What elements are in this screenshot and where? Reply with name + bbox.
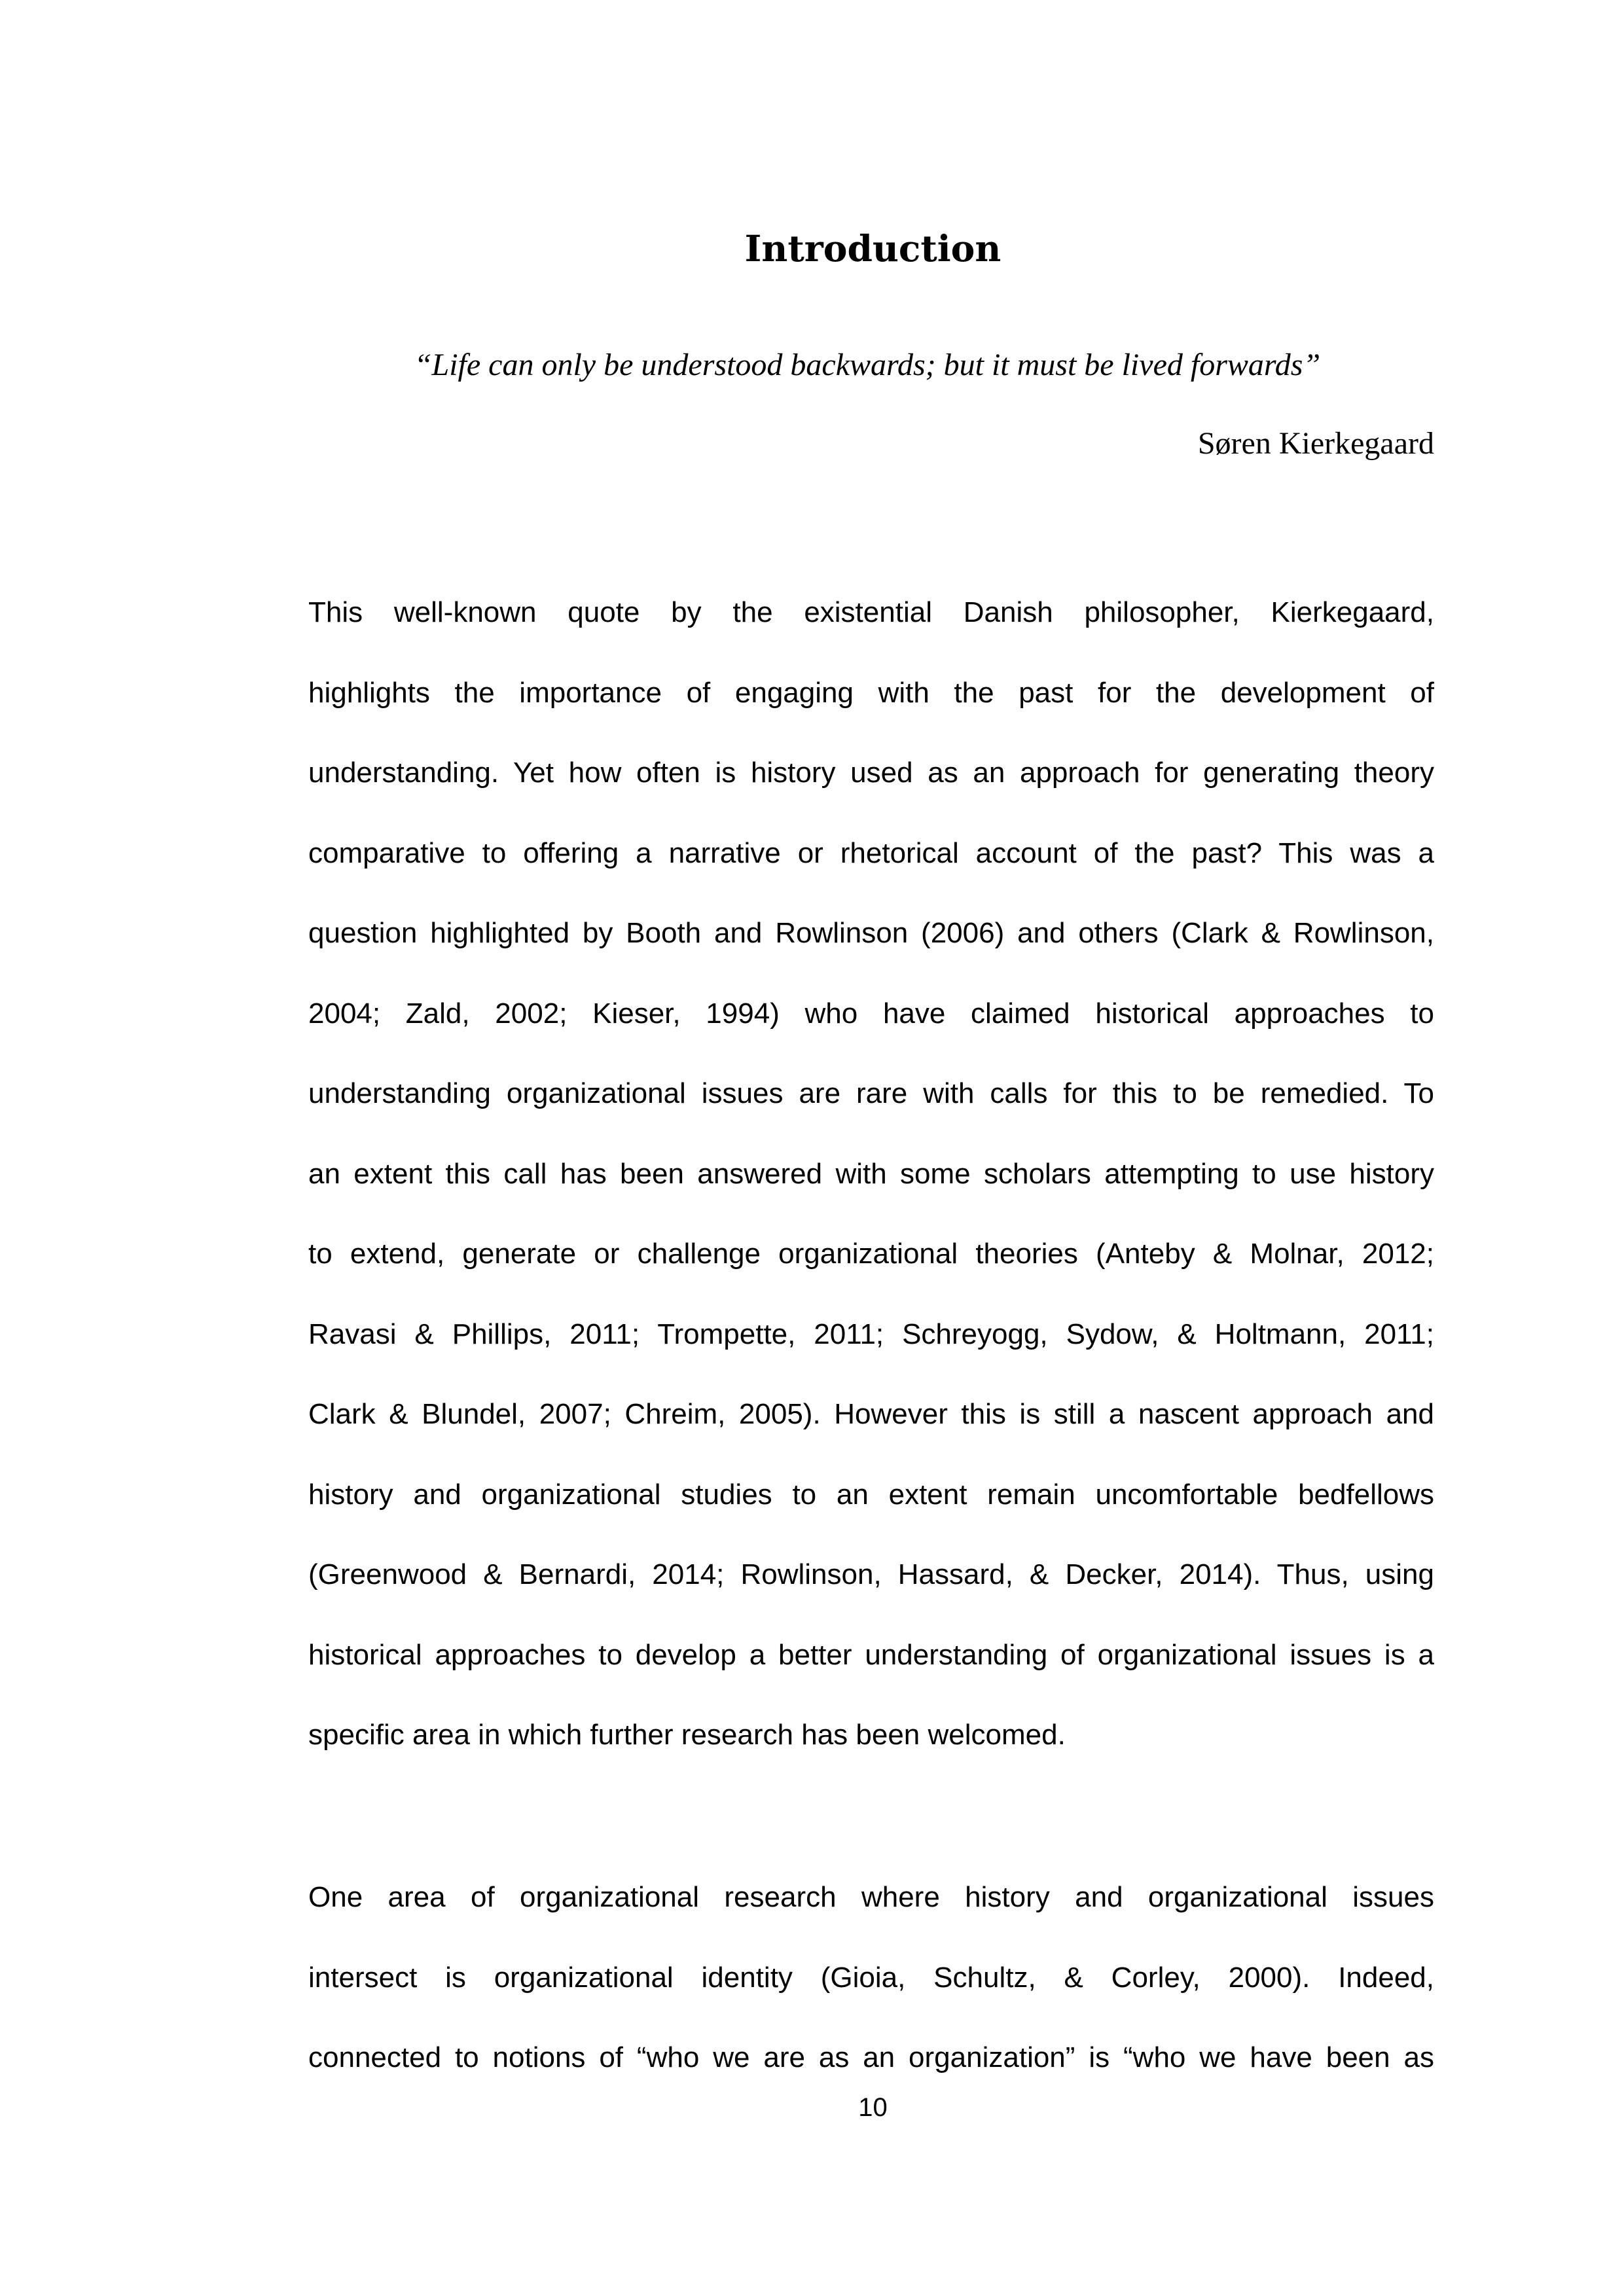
text-line: historical approaches to develop a better understanding of organizational issues is a: [308, 1638, 1434, 1671]
body-paragraph-1: [308, 573, 1434, 1776]
text-line: to extend, generate or challenge organizational theories (Anteby & Molnar, 2012;: [308, 1238, 1434, 1270]
text-line: question highlighted by Booth and Rowlinson (2006) and others (Clark & Rowlinson,: [308, 917, 1434, 949]
text-line: understanding. Yet how often is history used as an approach for generating theory: [308, 757, 1434, 789]
text-line: One area of organizational research where history and organizational issues: [308, 1881, 1434, 1913]
text-line: This well-known quote by the existential Danish philosopher, Kierkegaard,: [308, 596, 1434, 628]
text-line: an extent this call has been answered with some scholars attempting to use history: [308, 1157, 1434, 1190]
text-line: intersect is organizational identity (Gioia, Schultz, & Corley, 2000). Indeed,: [308, 1961, 1434, 1994]
text-line: connected to notions of “who we are as an organization” is “who we have been as: [308, 2041, 1434, 2073]
epigraph-quote: “Life can only be understood backwards; but it must be lived forwards”: [414, 348, 1321, 382]
body-paragraph-2: [308, 1857, 1434, 2098]
text-line: specific area in which further research has been welcomed.: [308, 1719, 1066, 1751]
text-line: history and organizational studies to an extent remain uncomfortable bedfellows: [308, 1478, 1434, 1511]
page-number: 10: [858, 2093, 888, 2122]
text-line: Clark & Blundel, 2007; Chreim, 2005). However this is still a nascent approach and: [308, 1398, 1434, 1430]
text-line: (Greenwood & Bernardi, 2014; Rowlinson, Hassard, & Decker, 2014). Thus, using: [308, 1558, 1434, 1590]
text-line: understanding organizational issues are rare with calls for this to be remedied. To: [308, 1077, 1434, 1109]
page-title: Introduction: [744, 227, 1001, 270]
text-line: 2004; Zald, 2002; Kieser, 1994) who have claimed historical approaches to: [308, 997, 1434, 1030]
text-line: Ravasi & Phillips, 2011; Trompette, 2011; Schreyogg, Sydow, & Holtmann, 2011;: [308, 1318, 1434, 1350]
text-line: highlights the importance of engaging with the past for the development of: [308, 676, 1434, 709]
text-line: comparative to offering a narrative or rhetorical account of the past? This was a: [308, 836, 1434, 869]
epigraph-attribution: Søren Kierkegaard: [1197, 426, 1434, 461]
